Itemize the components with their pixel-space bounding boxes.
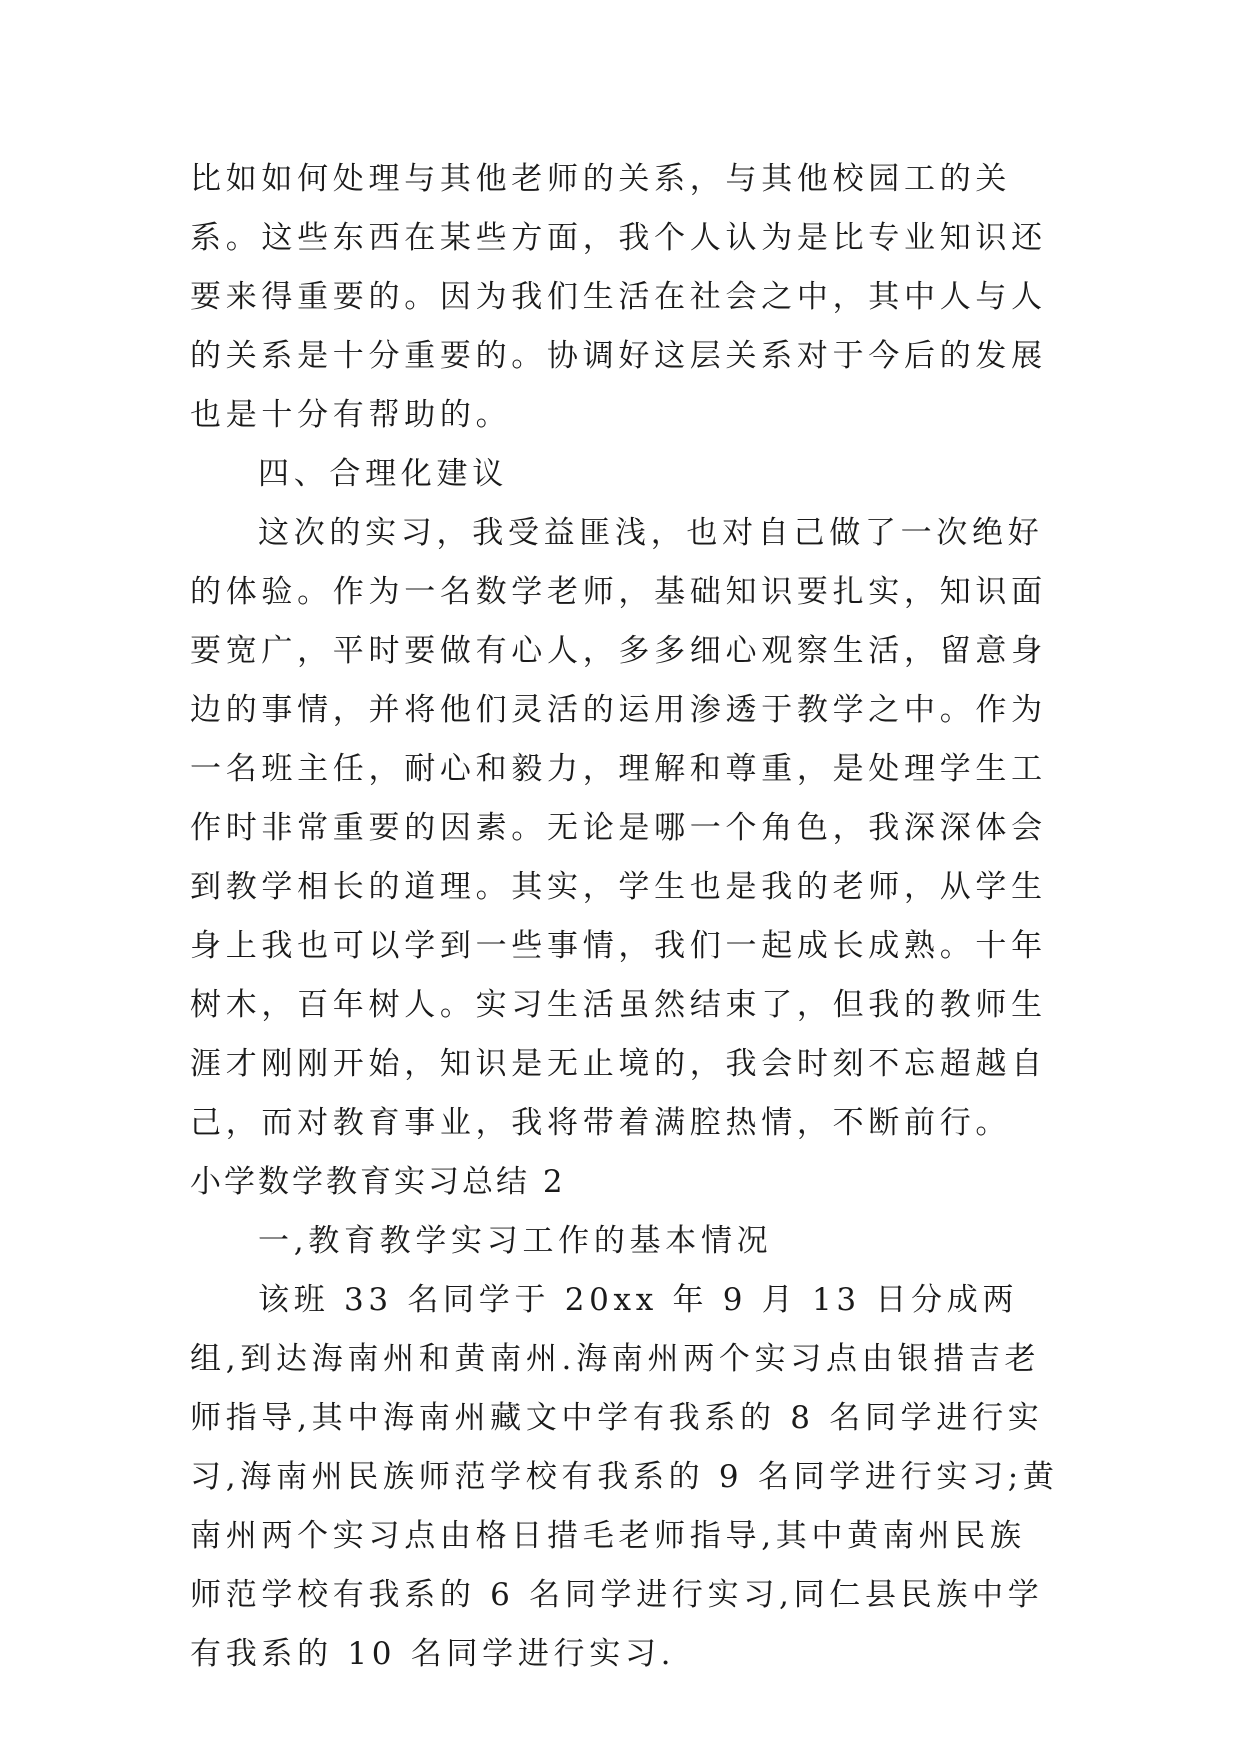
section-heading-suggestions: 四、合理化建议 <box>258 456 508 492</box>
section-heading-basic-situation: 一,教育教学实习工作的基本情况 <box>258 1223 773 1259</box>
document-page <box>190 150 1060 1684</box>
paragraph-reflection: 这次的实习，我受益匪浅，也对自己做了一次绝好的体验。作为一名数学老师，基础知识要扎实，知识面要宽广，平时要做有心人，多多细心观察生活，留意身边的事情，并将他们灵活的运用渗透于教学之中。作为一名班主任，耐心和毅力，理解和尊重，是处理学生工作时非常重要的因素。无论是哪一个角色，我深深体会到教学相长的道理。其实，学生也是我的老师，从学生身上我也可以学到一些事情，我们一起成长成熟。十年树木，百年树人。实习生活虽然结束了，但我的教师生涯才刚刚开始，知识是无止境的，我会时刻不忘超越自己，而对教育事业，我将带着满腔热情，不断前行。 <box>190 515 1047 1141</box>
paragraph-internship-details: 该班 33 名同学于 20xx 年 9 月 13 日分成两组,到达海南州和黄南州.海南州两个实习点由银措吉老师指导,其中海南州藏文中学有我系的 8 名同学进行实习,海南州民族师范学校有我系的 9 名同学进行实习;黄南州两个实习点由格日措毛老师指导,其中黄南州民族师范学校有我系的 6 名同学进行实习,同仁县民族中学有我系的 10 名同学进行实习. <box>190 1282 1059 1672</box>
document-title: 小学数学教育实习总结 2 <box>190 1164 566 1200</box>
paragraph-relationships: 比如如何处理与其他老师的关系，与其他校园工的关系。这些东西在某些方面，我个人认为是比专业知识还要来得重要的。因为我们生活在社会之中，其中人与人的关系是十分重要的。协调好这层关系对于今后的发展也是十分有帮助的。 <box>190 161 1047 433</box>
